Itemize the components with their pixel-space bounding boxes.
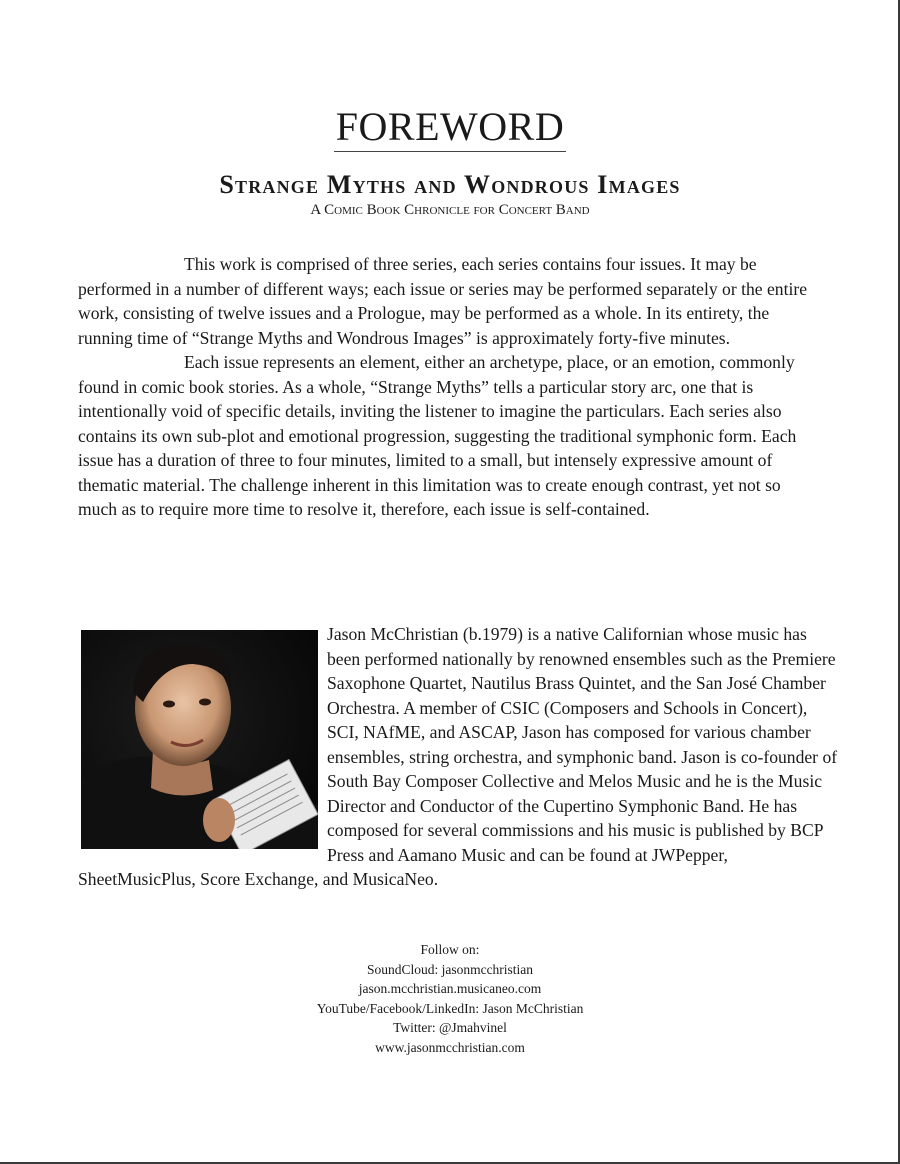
follow-soundcloud: SoundCloud: jasonmcchristian	[366, 961, 534, 977]
follow-label: Follow on:	[420, 942, 480, 957]
follow-musicaneo: jason.mcchristian.musicaneo.com	[358, 981, 542, 996]
follow-section	[0, 940, 900, 1057]
bio-text: Jason McChristian (b.1979) is a native Californian whose music has been performed nationally by renowned ensembles such as the Premiere Saxophone Quartet, Nautilus Brass Quintet, and the San José Chamber Orchestra. A member of CSIC (Composers and Schools in Concert), SCI, NAfME, and ASCAP, Jason has composed for various chamber ensembles, string orchestra, and symphonic band. Jason is co-founder of South Bay Composer Collective and Melos Music and he is the Music Director and Conductor of the Cupertino Symphonic Band. He has composed for several commissions and his music is published by BCP Press and Aamano Music and can be found at JWPepper, SheetMusicPlus, Score Exchange, and MusicaNeo.	[78, 624, 838, 889]
follow-twitter: Twitter: @Jmahvinel	[393, 1020, 507, 1035]
work-subtitle: A Comic Book Chronicle for Concert Band	[310, 202, 590, 218]
follow-social: YouTube/Facebook/LinkedIn: Jason McChristian	[316, 1000, 584, 1016]
work-title: Strange Myths and Wondrous Images	[219, 170, 681, 199]
follow-website: www.jasonmcchristian.com	[375, 1039, 525, 1055]
intro-paragraph-1: This work is comprised of three series, each series contains four issues. It may be performed in a number of different ways; each issue or series may be performed separately or the entire work, consisting of twelve issues and a Prologue, may be performed as a whole. In its entirety, the running time of “Strange Myths and Wondrous Images” is approximately forty-five minutes.	[78, 254, 808, 348]
intro-paragraph-2: Each issue represents an element, either an archetype, place, or an emotion, commonly found in comic book stories. As a whole, “Strange Myths” tells a particular story arc, one that is intentionally void of specific details, inviting the listener to imagine the particulars. Each series also contains its own sub-plot and emotional progression, suggesting the traditional symphonic form. Each issue has a duration of three to four minutes, limited to a small, but intensely expressive amount of thematic material. The challenge inherent in this limitation was to create enough contrast, yet not so much as to require more time to resolve it, therefore, each issue is self-contained.	[78, 352, 797, 519]
page-heading	[0, 104, 900, 150]
bio-section	[78, 622, 838, 892]
photo-wrap-spacer	[78, 622, 327, 866]
heading-text: FOREWORD	[334, 104, 566, 152]
intro-section	[78, 252, 818, 522]
